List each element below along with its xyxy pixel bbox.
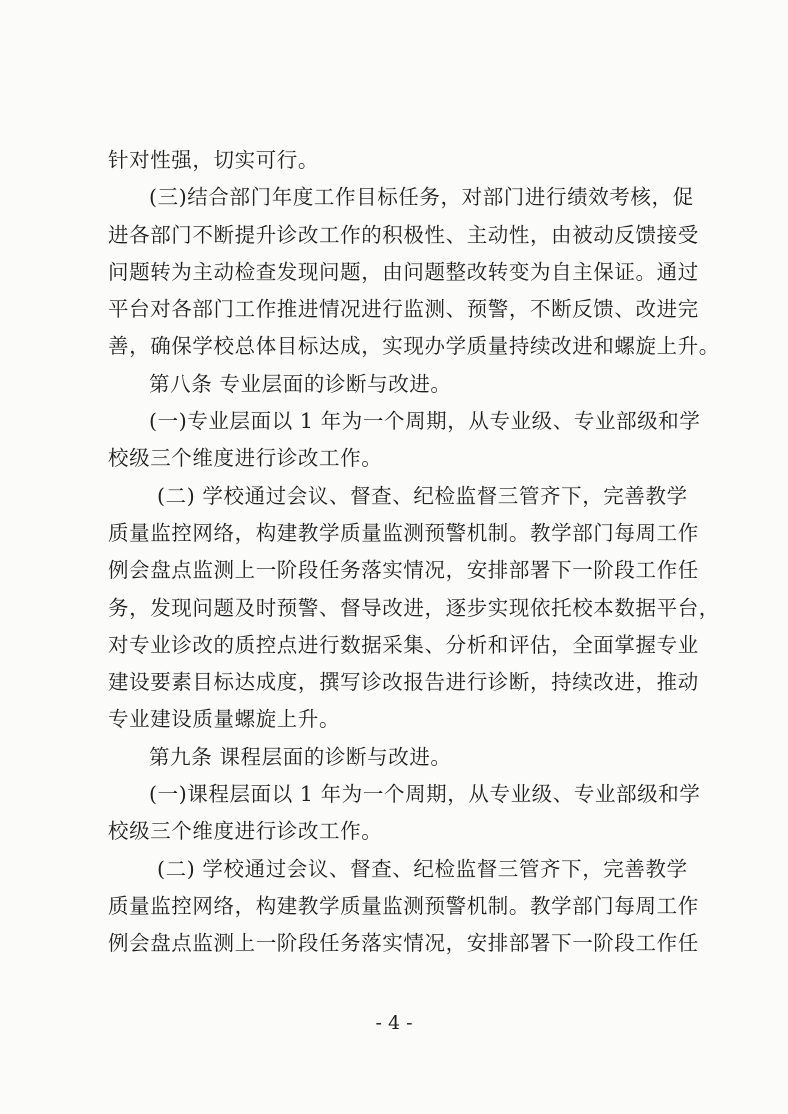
- text-line: 针对性强，切实可行。: [108, 148, 319, 172]
- text-line: 平台对各部门工作推进情况进行监测、预警，不断反馈、改进完: [108, 297, 699, 322]
- text-line: (二) 学校通过会议、督查、纪检监督三管齐下，完善教学: [157, 856, 688, 881]
- text-line: 例会盘点监测上一阶段任务落实情况，安排部署下一阶段工作任: [108, 931, 699, 956]
- text-line: 善，确保学校总体目标达成，实现办学质量持续改进和螺旋上升。: [108, 334, 720, 359]
- document-body: [108, 142, 720, 963]
- text-line: 校级三个维度进行诊改工作。: [108, 819, 383, 844]
- text-line: (一)专业层面以 1 年为一个周期，从专业级、专业部级和学: [149, 409, 701, 434]
- section-heading-article-9: 第九条 课程层面的诊断与改进。: [149, 744, 452, 769]
- text-line: 进各部门不断提升诊改工作的积极性、主动性，由被动反馈接受: [108, 222, 699, 247]
- text-line: 质量监控网络，构建教学质量监测预警机制。教学部门每周工作: [108, 893, 699, 918]
- text-line: (一)课程层面以 1 年为一个周期，从专业级、专业部级和学: [149, 782, 701, 807]
- text-line: 对专业诊改的质控点进行数据采集、分析和评估，全面掌握专业: [108, 632, 699, 657]
- text-line: 问题转为主动检查发现问题，由问题整改转变为自主保证。通过: [108, 259, 699, 284]
- text-line: (三)结合部门年度工作目标任务，对部门进行绩效考核，促: [149, 185, 694, 210]
- text-line: 务，发现问题及时预警、督导改进，逐步实现依托校本数据平台，: [108, 595, 720, 620]
- text-line: (二) 学校通过会议、督查、纪检监督三管齐下，完善教学: [157, 483, 688, 508]
- text-line: 专业建设质量螺旋上升。: [108, 707, 341, 732]
- page-number: - 4 -: [375, 1012, 413, 1034]
- text-line: 例会盘点监测上一阶段任务落实情况，安排部署下一阶段工作任: [108, 558, 699, 583]
- text-line: 建设要素目标达成度，撰写诊改报告进行诊断，持续改进，推动: [108, 670, 699, 695]
- text-line: 质量监控网络，构建教学质量监测预警机制。教学部门每周工作: [108, 520, 699, 545]
- text-line: 校级三个维度进行诊改工作。: [108, 446, 383, 471]
- section-heading-article-8: 第八条 专业层面的诊断与改进。: [149, 371, 452, 396]
